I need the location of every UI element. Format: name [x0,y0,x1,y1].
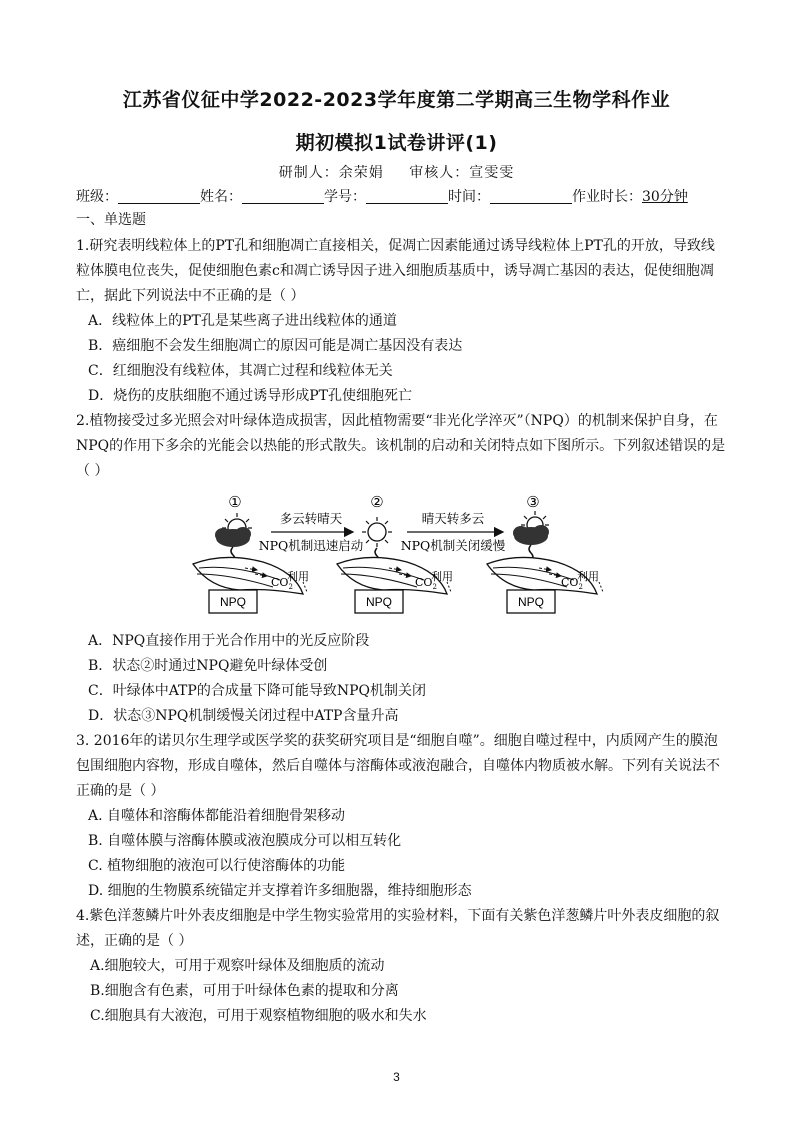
q2-option-a[interactable]: A．NPQ直接作用于光合作用中的光反应阶段 [88,633,370,649]
q2-stem-line1: 2.植物接受过多光照会对叶绿体造成损害，因此植物需要“非光化学淬灭”（NPQ）的机制来保护自身，在 [76,413,718,429]
q3-stem-line1: 3. 2016年的诺贝尔生理学或医学奖的获奖研究项目是“细胞自噬”。细胞自噬过程中，内质网产生的膜泡 [76,733,718,749]
npq-diagram [185,492,615,617]
co2-label-2: $CO_2$ [415,576,437,591]
leaf-panel-3 [487,557,603,613]
id-blank[interactable] [366,187,448,204]
use-label-2: 利用 [431,570,453,583]
q4-stem-line1: 4.紫色洋葱鳞片叶外表皮细胞是中学生物实验常用的实验材料，下面有关紫色洋葱鳞片叶外表皮细胞的叙 [76,908,720,924]
leaf-panel-2 [337,557,453,613]
q4-option-c[interactable]: C.细胞具有大液泡，可用于观察植物细胞的吸水和失水 [90,1008,427,1024]
npq-label-3: NPQ [517,595,545,609]
q2-option-d[interactable]: D．状态③NPQ机制缓慢关闭过程中ATP含量升高 [88,708,399,724]
q3-option-d[interactable]: D. 细胞的生物膜系统锚定并支撑着许多细胞器，维持细胞形态 [88,883,472,899]
name-label: 姓名： [200,189,242,205]
page-number: 3 [393,1070,400,1084]
leaf-panel-1 [193,557,309,613]
use-label-3: 利用 [577,570,599,583]
co2-label-1: $CO_2$ [271,576,293,591]
state-2-label: ② [370,493,384,511]
q3-option-c[interactable]: C. 植物细胞的液泡可以行使溶酶体的功能 [88,858,346,874]
q2-option-b[interactable]: B．状态②时通过NPQ避免叶绿体受创 [88,658,328,674]
developer-name: 研制人：余荣娟 [278,165,384,181]
q1-option-b[interactable]: B．癌细胞不会发生细胞凋亡的原因可能是凋亡基因没有表达 [88,338,463,354]
q4-stem-line2: 述，正确的是（ ） [76,933,193,949]
duration-value: 30分钟 [642,189,688,205]
q1-option-d[interactable]: D．烧伤的皮肤细胞不通过诱导形成PT孔使细胞死亡 [88,388,412,404]
q3-stem-line2: 包围细胞内容物，形成自噬体，然后自噬体与溶酶体或液泡融合，自噬体内物质被水解。下列有关说法不 [76,758,720,774]
use-label-1: 利用 [287,570,309,583]
duration-label: 作业时长： [572,189,642,205]
npq-label-2: NPQ [365,595,393,609]
q4-option-a[interactable]: A.细胞较大，可用于观察叶绿体及细胞质的流动 [90,958,385,974]
document-subtitle: 期初模拟1试卷讲评(1) [295,132,498,154]
q1-stem-line2: 粒体膜电位丧失，促使细胞色素c和凋亡诱导因子进入细胞质基质中，诱导凋亡基因的表达，促使细胞凋 [76,263,714,279]
q1-stem-line3: 亡，据此下列说法中不正确的是（ ） [76,288,305,304]
author-line [0,162,793,182]
q4-option-b[interactable]: B.细胞含有色素，可用于叶绿体色素的提取和分离 [90,983,399,999]
arrow1-top-label: 多云转晴天 [279,511,343,526]
state-3-label: ③ [526,493,540,511]
class-label: 班级： [76,189,118,205]
q3-stem-line3: 正确的是（ ） [76,783,165,799]
time-blank[interactable] [490,187,572,204]
q3-option-a[interactable]: A. 自噬体和溶酶体都能沿着细胞骨架移动 [88,808,346,824]
reviewer-name: 审核人：宣雯雯 [409,165,515,181]
section-heading: 一、单选题 [76,212,146,228]
q1-stem-line1: 1.研究表明线粒体上的PT孔和细胞凋亡直接相关，促凋亡因素能通过诱导线粒体上PT孔的开放，导致线 [76,238,715,254]
arrow2-top-label: 晴天转多云 [421,511,485,526]
time-label: 时间： [448,189,490,205]
arrow1-bottom-label: NPQ机制迅速启动 [258,538,364,553]
npq-label-1: NPQ [219,595,247,609]
q2-stem-line3: （ ） [76,463,109,479]
q3-option-b[interactable]: B. 自噬体膜与溶酶体膜或液泡膜成分可以相互转化 [88,833,402,849]
class-blank[interactable] [118,187,200,204]
q1-option-c[interactable]: C．红细胞没有线粒体，其凋亡过程和线粒体无关 [88,363,393,379]
id-label: 学号： [324,189,366,205]
student-info-line [76,186,726,208]
co2-label-3: $CO_2$ [561,576,583,591]
name-blank[interactable] [242,187,324,204]
q2-option-c[interactable]: C．叶绿体中ATP的合成量下降可能导致NPQ机制关闭 [88,683,426,699]
q2-stem-line2: NPQ的作用下多余的光能会以热能的形式散失。该机制的启动和关闭特点如下图所示。下列叙述错误的是 [76,438,726,454]
arrow2-bottom-label: NPQ机制关闭缓慢 [400,538,506,553]
q1-option-a[interactable]: A．线粒体上的PT孔是某些离子进出线粒体的通道 [88,313,397,329]
document-title: 江苏省仪征中学2022-2023学年度第二学期高三生物学科作业 [122,89,671,111]
state-1-label: ① [228,493,242,511]
